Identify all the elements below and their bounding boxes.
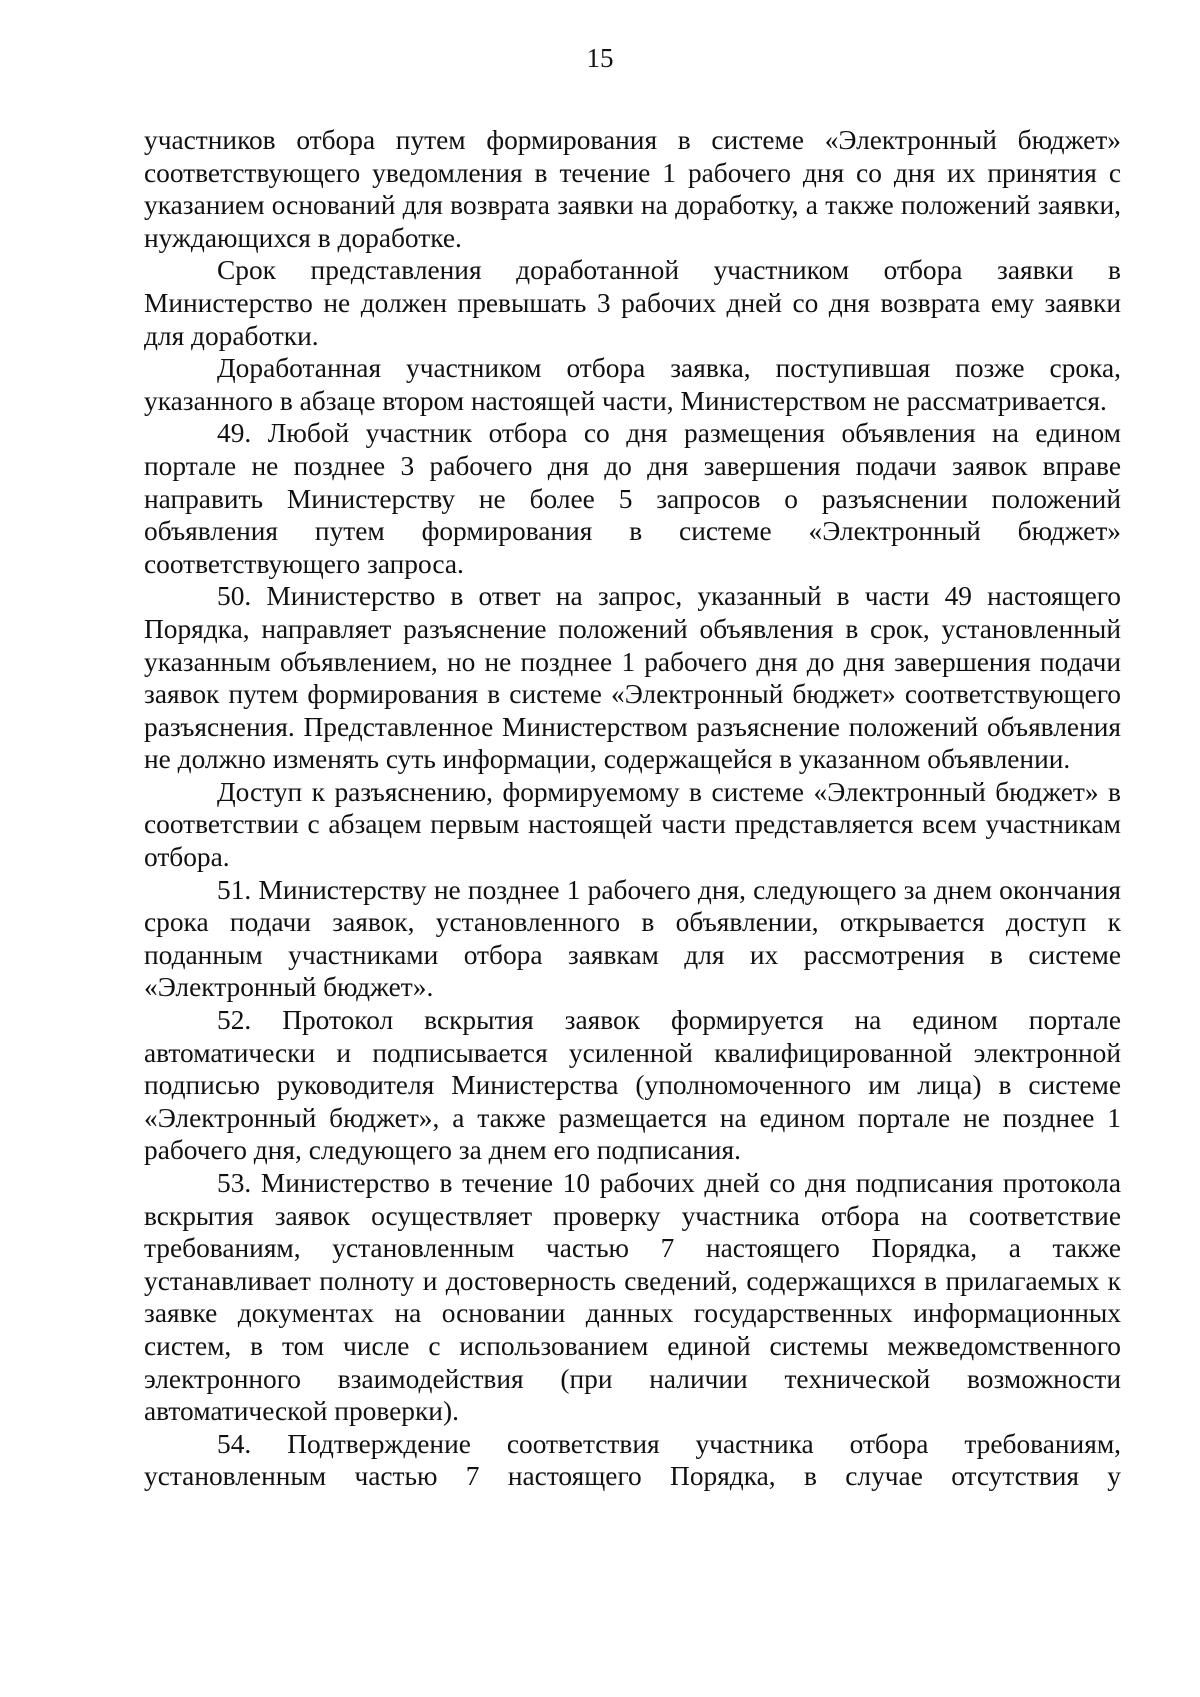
paragraph-continuation: участников отбора путем формирования в системе «Электронный бюджет» соответствующего уведомления в течение 1 рабочего дня со дня их принятия с указанием оснований для возврата заявки на доработку, а также положений заявки, нуждающихся в доработке. — [144, 125, 1121, 253]
paragraph-49: 49. Любой участник отбора со дня размещения объявления на едином портале не позднее 3 рабочего дня до дня завершения подачи заявок вправе направить Министерству не более 5 запросов о разъяснении положений объявления путем формирования в системе «Электронный бюджет» соответствующего запроса. — [144, 418, 1121, 579]
document-body — [144, 124, 1121, 1493]
paragraph-deadline: Срок представления доработанной участником отбора заявки в Министерство не должен превышать 3 рабочих дней со дня возврата ему заявки для доработки. — [144, 255, 1121, 351]
paragraph-late-submission: Доработанная участником отбора заявка, поступившая позже срока, указанного в абзаце втором настоящей части, Министерством не рассматривается. — [144, 353, 1121, 416]
paragraph-53: 53. Министерство в течение 10 рабочих дней со дня подписания протокола вскрытия заявок осуществляет проверку участника отбора на соответствие требованиям, установленным частью 7 настоящего Порядка, а также устанавливает полноту и достоверность сведений, содержащихся в прилагаемых к заявке документах на основании данных государственных информационных систем, в том числе с использованием единой системы межведомственного электронного взаимодействия (при наличии технической возможности автоматической проверки). — [144, 1168, 1121, 1427]
paragraph-52: 52. Протокол вскрытия заявок формируется на едином портале автоматически и подписывается усиленной квалифицированной электронной подписью руководителя Министерства (уполномоченного им лица) в системе «Электронный бюджет», а также размещается на едином портале не позднее 1 рабочего дня, следующего за днем его подписания. — [144, 1005, 1121, 1166]
page-number: 15 — [586, 43, 614, 73]
paragraph-51: 51. Министерству не позднее 1 рабочего дня, следующего за днем окончания срока подачи заявок, установленного в объявлении, открывается доступ к поданным участниками отбора заявкам для их рассмотрения в системе «Электронный бюджет». — [144, 874, 1121, 1003]
paragraph-50: 50. Министерство в ответ на запрос, указанный в части 49 настоящего Порядка, направляет разъяснение положений объявления в срок, установленный указанным объявлением, но не позднее 1 рабочего дня до дня завершения подачи заявок путем формирования в системе «Электронный бюджет» соответствующего разъяснения. Представленное Министерством разъяснение положений объявления не должно изменять суть информации, содержащейся в указанном объявлении. — [144, 581, 1121, 775]
paragraph-54: 54. Подтверждение соответствия участника отбора требованиям, установленным частью 7 настоящего Порядка, в случае отсутствия у — [144, 1428, 1121, 1492]
paragraph-access: Доступ к разъяснению, формируемому в системе «Электронный бюджет» в соответствии с абзацем первым настоящей части представляется всем участникам отбора. — [144, 776, 1121, 873]
